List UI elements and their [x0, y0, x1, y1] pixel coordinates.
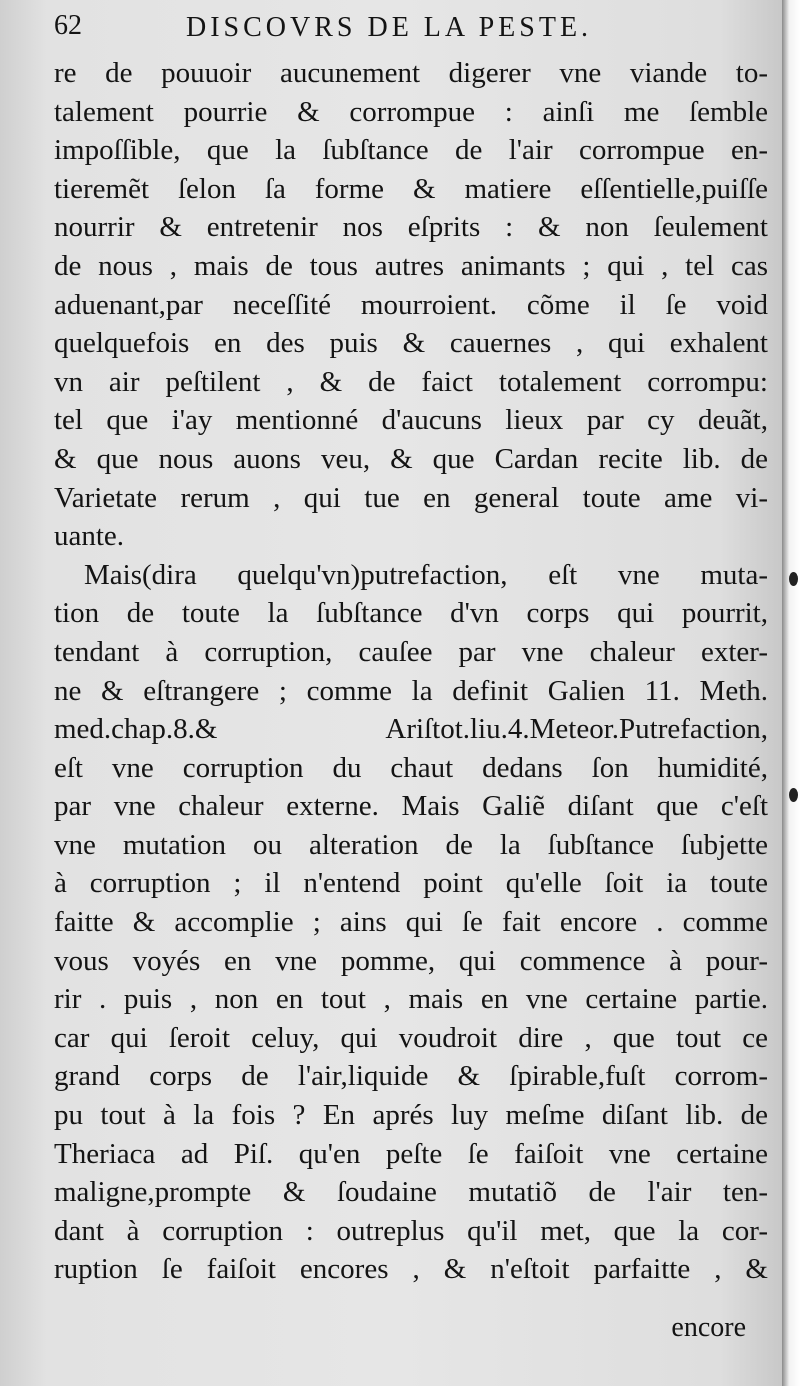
text-line: vous voyés en vne pomme, qui commence à pour-	[54, 944, 768, 977]
text-line: impoſſible, que la ſubſtance de l'air corrompue en-	[54, 134, 768, 167]
text-line: re de pouuoir aucunement digerer vne viande to-	[54, 57, 768, 89]
text-line: faitte & accomplie ; ains qui ſe fait encore . comme	[54, 906, 768, 939]
text-line: tel que i'ay mentionné d'aucuns lieux par cy deuãt,	[54, 404, 768, 437]
text-line: nourrir & entretenir nos eſprits : & non ſeulement	[54, 211, 768, 244]
text-line: aduenant,par neceſſité mourroient. cõme il ſe void	[54, 288, 768, 321]
page-number: 62	[54, 10, 82, 41]
text-line: uante.	[54, 520, 125, 553]
text-line: vn air peſtilent , & de faict totalement corrompu:	[54, 365, 768, 398]
text-line: & que nous auons veu, & que Cardan recite lib. de	[54, 442, 768, 475]
text-line: tion de toute la ſubſtance d'vn corps qui pourrit,	[54, 597, 768, 630]
text-line: talement pourrie & corrompue : ainſi me ſemble	[54, 95, 768, 128]
text-line: rir . puis , non en tout , mais en vne certaine partie.	[54, 983, 768, 1016]
text-line: Theriaca ad Piſ. qu'en peſte ſe faiſoit vne certaine	[54, 1137, 768, 1170]
text-line: grand corps de l'air,liquide & ſpirable,fuſt corrom-	[54, 1060, 768, 1093]
text-line: dant à corruption : outreplus qu'il met, que la cor-	[54, 1214, 768, 1247]
text-line: tieremẽt ſelon ſa forme & matiere eſſentielle,puiſſe	[54, 172, 768, 205]
text-line: ne & eſtrangere ; comme la definit Galien 11. Meth.	[54, 674, 768, 707]
page-edge	[782, 0, 800, 1386]
text-line: quelquefois en des puis & cauernes , qui exhalent	[54, 327, 768, 360]
text-line: de nous , mais de tous autres animants ; qui , tel cas	[54, 249, 768, 282]
binding-mark	[789, 788, 798, 802]
text-line: car qui ſeroit celuy, qui voudroit dire , que tout ce	[54, 1021, 768, 1054]
running-title: DISCOVRS DE LA PESTE.	[186, 12, 593, 43]
text-line: med.chap.8.& Ariſtot.liu.4.Meteor.Putrefaction,	[54, 713, 768, 746]
text-line: pu tout à la fois ? En aprés luy meſme diſant lib. de	[54, 1099, 768, 1132]
text-line: ruption ſe faiſoit encores , & n'eſtoit parfaitte , &	[54, 1253, 768, 1286]
page-header	[50, 10, 770, 50]
text-line: par vne chaleur externe. Mais Galiẽ diſant que c'eſt	[54, 790, 768, 823]
text-line: tendant à corruption, cauſee par vne chaleur exter-	[54, 635, 768, 668]
paragraph-start-line: Mais(dira quelqu'vn)putrefaction, eſt vne muta-	[84, 558, 768, 591]
text-line: Varietate rerum , qui tue en general toute ame vi-	[54, 481, 768, 514]
body-text	[54, 54, 768, 1289]
catchword: encore	[671, 1312, 746, 1343]
text-line: eſt vne corruption du chaut dedans ſon humidité,	[54, 751, 768, 784]
text-line: vne mutation ou alteration de la ſubſtance ſubjette	[54, 828, 768, 861]
binding-mark	[789, 572, 798, 586]
text-line: maligne,prompte & ſoudaine mutatiõ de l'air ten-	[54, 1176, 768, 1209]
text-line: à corruption ; il n'entend point qu'elle ſoit ia toute	[54, 867, 768, 900]
